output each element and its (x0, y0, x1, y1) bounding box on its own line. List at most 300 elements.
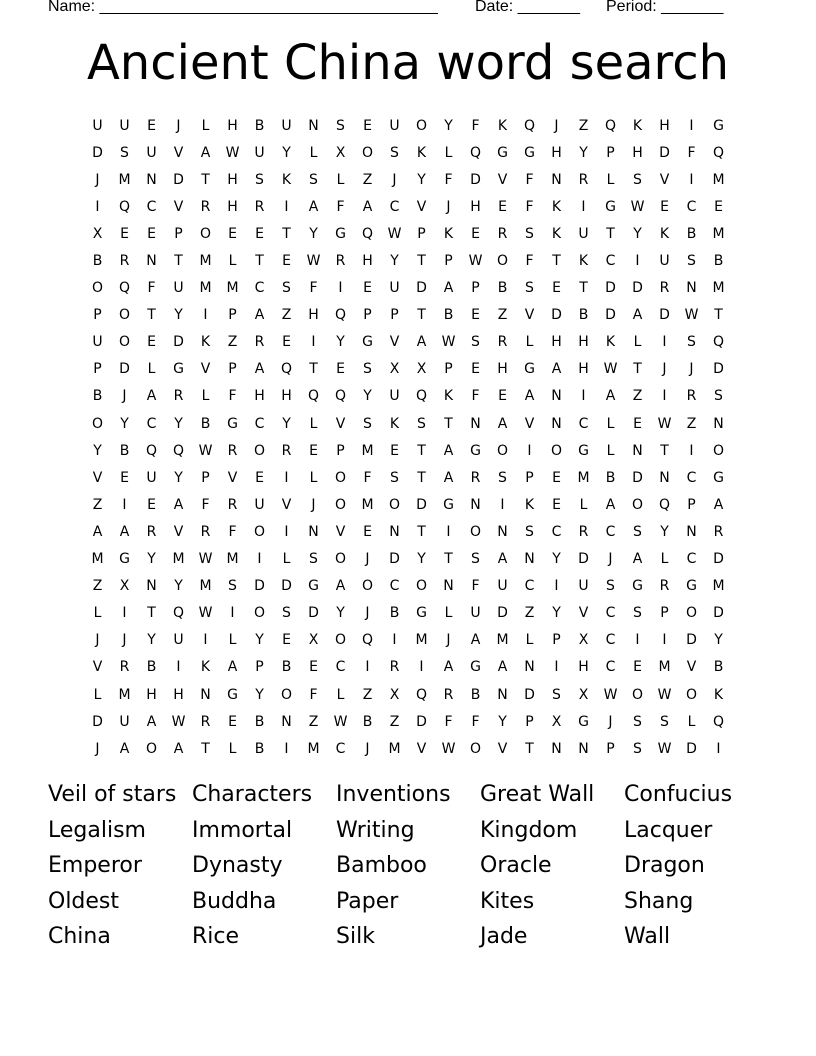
grid-letter: C (335, 740, 346, 757)
grid-letter: K (632, 117, 643, 134)
grid-letter: W (657, 740, 672, 757)
grid-letter: D (173, 334, 184, 351)
grid-letter: B (713, 253, 724, 270)
grid-letter: F (471, 388, 480, 405)
grid-letter: W (225, 144, 240, 161)
grid-row (84, 735, 732, 762)
grid-letter: I (311, 334, 316, 351)
grid-letter: Z (362, 171, 373, 188)
grid-letter: R (254, 198, 265, 215)
grid-letter: L (336, 171, 345, 188)
grid-letter: U (146, 144, 157, 161)
grid-letter: D (659, 307, 670, 324)
grid-letter: S (282, 605, 291, 622)
grid-letter: L (228, 632, 237, 649)
grid-letter: A (632, 551, 643, 568)
grid-letter: Z (92, 578, 103, 595)
grid-letter: M (91, 551, 104, 568)
grid-letter: B (200, 415, 211, 432)
grid-letter: G (362, 334, 373, 351)
grid-letter: R (497, 334, 508, 351)
grid-letter: Y (93, 442, 102, 459)
grid-letter: A (362, 198, 373, 215)
grid-letter: W (630, 198, 645, 215)
grid-letter: Y (255, 686, 264, 703)
grid-letter: V (524, 415, 535, 432)
grid-letter: U (389, 388, 400, 405)
grid-letter: R (659, 280, 670, 297)
grid-letter: S (687, 334, 696, 351)
grid-letter: O (550, 442, 563, 459)
grid-letter: K (443, 388, 454, 405)
grid-letter: D (632, 469, 643, 486)
grid-letter: J (554, 117, 559, 134)
grid-letter: B (443, 307, 454, 324)
grid-letter: L (93, 686, 102, 703)
grid-letter: O (415, 578, 428, 595)
grid-letter: S (282, 280, 291, 297)
grid-letter: J (95, 632, 100, 649)
grid-letter: Z (686, 415, 697, 432)
grid-letter: U (578, 578, 589, 595)
grid-letter: S (660, 713, 669, 730)
grid-letter: O (469, 740, 482, 757)
grid-letter: T (147, 307, 156, 324)
grid-letter: O (361, 578, 374, 595)
grid-letter: O (253, 605, 266, 622)
grid-letter: Z (362, 686, 373, 703)
grid-letter: O (685, 686, 698, 703)
grid-letter: T (417, 469, 426, 486)
grid-letter: J (365, 551, 370, 568)
grid-letter: S (633, 713, 642, 730)
grid-letter: D (713, 361, 724, 378)
grid-letter: U (92, 117, 103, 134)
grid-letter: Y (174, 307, 183, 324)
word-bank-item: Oldest (48, 888, 120, 914)
grid-letter: U (281, 117, 292, 134)
grid-letter: A (146, 388, 157, 405)
grid-letter: A (254, 361, 265, 378)
grid-letter: S (336, 117, 345, 134)
grid-letter: E (282, 632, 291, 649)
grid-letter: C (254, 415, 265, 432)
grid-letter: I (284, 523, 289, 540)
grid-letter: Z (497, 307, 508, 324)
grid-letter: Y (147, 551, 156, 568)
grid-letter: T (444, 551, 453, 568)
grid-letter: N (551, 171, 562, 188)
grid-letter: M (712, 225, 725, 242)
grid-letter: Y (282, 144, 291, 161)
word-bank-item: Dynasty (192, 853, 283, 879)
grid-letter: V (173, 523, 184, 540)
date-field-label: Date: _______ (475, 0, 580, 15)
grid-letter: N (308, 117, 319, 134)
grid-letter: Y (444, 117, 453, 134)
grid-letter: S (498, 469, 507, 486)
grid-row (84, 708, 732, 735)
grid-letter: B (470, 686, 481, 703)
grid-letter: B (119, 442, 130, 459)
grid-letter: U (389, 117, 400, 134)
grid-letter: Q (307, 388, 320, 405)
grid-letter: W (198, 605, 213, 622)
grid-letter: Y (174, 578, 183, 595)
grid-letter: U (254, 144, 265, 161)
grid-letter: B (713, 659, 724, 676)
grid-letter: R (686, 388, 697, 405)
grid-letter: D (632, 280, 643, 297)
grid-letter: I (203, 307, 208, 324)
grid-letter: V (686, 659, 697, 676)
grid-letter: Q (604, 117, 617, 134)
grid-letter: S (552, 686, 561, 703)
grid-letter: G (308, 578, 319, 595)
grid-letter: Y (498, 713, 507, 730)
grid-letter: P (525, 469, 534, 486)
grid-letter: K (497, 117, 508, 134)
grid-letter: H (227, 171, 238, 188)
period-field-label: Period: _______ (606, 0, 724, 15)
grid-row (84, 600, 732, 627)
grid-letter: G (578, 713, 589, 730)
grid-letter: B (578, 307, 589, 324)
grid-letter: N (497, 523, 508, 540)
grid-letter: U (578, 225, 589, 242)
grid-letter: E (471, 307, 480, 324)
grid-row (84, 437, 732, 464)
grid-letter: L (660, 551, 669, 568)
grid-letter: O (334, 551, 347, 568)
grid-letter: W (198, 442, 213, 459)
grid-letter: M (658, 659, 671, 676)
grid-letter: K (551, 225, 562, 242)
grid-letter: A (200, 144, 211, 161)
grid-letter: P (525, 713, 534, 730)
grid-letter: U (659, 253, 670, 270)
grid-letter: M (361, 496, 374, 513)
grid-letter: V (416, 740, 427, 757)
grid-letter: S (633, 171, 642, 188)
grid-letter: J (311, 496, 316, 513)
grid-letter: O (496, 253, 509, 270)
student-info-header (48, 0, 748, 20)
grid-letter: R (173, 388, 184, 405)
grid-letter: R (227, 496, 238, 513)
word-bank-item: Inventions (336, 782, 451, 807)
grid-letter: Q (361, 225, 374, 242)
grid-letter: K (200, 334, 211, 351)
grid-letter: U (497, 578, 508, 595)
grid-letter: S (228, 578, 237, 595)
grid-letter: U (173, 280, 184, 297)
grid-letter: O (253, 523, 266, 540)
grid-letter: G (119, 551, 130, 568)
grid-letter: X (578, 686, 589, 703)
grid-letter: L (201, 117, 210, 134)
grid-letter: L (633, 334, 642, 351)
grid-letter: E (228, 713, 237, 730)
grid-letter: C (686, 198, 697, 215)
grid-letter: I (662, 632, 667, 649)
grid-letter: A (92, 523, 103, 540)
grid-letter: E (255, 469, 264, 486)
grid-letter: N (659, 469, 670, 486)
grid-letter: O (469, 523, 482, 540)
grid-letter: E (147, 117, 156, 134)
grid-letter: M (712, 578, 725, 595)
grid-letter: D (713, 551, 724, 568)
grid-row (84, 193, 732, 220)
grid-letter: Y (390, 253, 399, 270)
grid-letter: K (659, 225, 670, 242)
grid-letter: R (146, 523, 157, 540)
grid-letter: A (416, 334, 427, 351)
grid-letter: Y (552, 605, 561, 622)
grid-letter: V (335, 415, 346, 432)
grid-letter: G (605, 198, 616, 215)
grid-letter: I (581, 198, 586, 215)
grid-letter: J (392, 171, 397, 188)
grid-letter: O (685, 605, 698, 622)
grid-letter: V (497, 740, 508, 757)
grid-letter: F (228, 388, 237, 405)
grid-letter: N (551, 415, 562, 432)
grid-letter: S (471, 551, 480, 568)
grid-letter: R (335, 253, 346, 270)
grid-letter: F (471, 713, 480, 730)
grid-letter: Q (415, 686, 428, 703)
grid-letter: D (713, 605, 724, 622)
grid-letter: P (174, 225, 183, 242)
grid-row (84, 112, 732, 139)
word-bank-item: Veil of stars (48, 782, 177, 807)
grid-letter: S (633, 605, 642, 622)
grid-letter: W (603, 361, 618, 378)
grid-letter: N (443, 578, 454, 595)
grid-letter: C (605, 605, 616, 622)
grid-letter: S (687, 253, 696, 270)
grid-letter: E (714, 198, 723, 215)
grid-letter: D (524, 686, 535, 703)
grid-letter: A (605, 496, 616, 513)
grid-letter: F (336, 198, 345, 215)
grid-letter: I (122, 605, 127, 622)
grid-letter: A (119, 523, 130, 540)
grid-letter: O (253, 442, 266, 459)
grid-letter: B (605, 469, 616, 486)
grid-letter: L (606, 171, 615, 188)
grid-letter: T (579, 280, 588, 297)
grid-letter: E (282, 334, 291, 351)
grid-letter: S (309, 171, 318, 188)
grid-letter: I (635, 632, 640, 649)
grid-letter: I (689, 117, 694, 134)
grid-letter: Y (714, 632, 723, 649)
grid-letter: Y (336, 334, 345, 351)
grid-letter: T (444, 415, 453, 432)
grid-letter: B (389, 605, 400, 622)
grid-letter: H (659, 117, 670, 134)
grid-letter: R (200, 523, 211, 540)
grid-row (84, 356, 732, 383)
grid-letter: W (657, 686, 672, 703)
grid-letter: O (118, 334, 131, 351)
grid-letter: D (578, 551, 589, 568)
grid-letter: Y (309, 225, 318, 242)
grid-letter: Q (712, 144, 725, 161)
grid-letter: V (92, 469, 103, 486)
grid-letter: I (338, 280, 343, 297)
grid-letter: M (712, 171, 725, 188)
grid-letter: A (497, 551, 508, 568)
grid-letter: J (122, 632, 127, 649)
grid-letter: N (470, 415, 481, 432)
grid-letter: O (91, 280, 104, 297)
grid-letter: C (389, 578, 400, 595)
grid-letter: F (525, 253, 534, 270)
grid-letter: F (228, 523, 237, 540)
grid-letter: N (632, 442, 643, 459)
grid-letter: Q (712, 334, 725, 351)
grid-letter: R (281, 442, 292, 459)
grid-letter: T (552, 253, 561, 270)
grid-letter: U (92, 334, 103, 351)
grid-letter: A (605, 388, 616, 405)
grid-letter: K (578, 253, 589, 270)
grid-letter: Q (118, 280, 131, 297)
grid-letter: D (605, 307, 616, 324)
grid-letter: M (118, 171, 131, 188)
word-bank-item: Great Wall (480, 782, 595, 807)
grid-letter: A (497, 659, 508, 676)
grid-letter: U (470, 605, 481, 622)
grid-letter: M (415, 632, 428, 649)
grid-letter: F (147, 280, 156, 297)
grid-letter: W (441, 740, 456, 757)
grid-letter: U (254, 496, 265, 513)
grid-letter: I (500, 496, 505, 513)
grid-letter: E (552, 280, 561, 297)
grid-letter: E (336, 361, 345, 378)
grid-letter: Q (361, 632, 374, 649)
grid-letter: T (201, 171, 210, 188)
grid-letter: L (444, 144, 453, 161)
grid-letter: A (173, 496, 184, 513)
grid-letter: A (146, 713, 157, 730)
word-bank-item: Bamboo (336, 853, 427, 879)
grid-letter: X (389, 361, 400, 378)
grid-letter: P (228, 307, 237, 324)
grid-letter: T (633, 361, 642, 378)
grid-letter: K (389, 415, 400, 432)
grid-letter: X (92, 225, 103, 242)
grid-letter: W (603, 686, 618, 703)
grid-letter: H (362, 253, 373, 270)
grid-letter: J (608, 551, 613, 568)
grid-letter: W (684, 307, 699, 324)
grid-letter: B (686, 225, 697, 242)
grid-letter: V (497, 171, 508, 188)
grid-letter: P (228, 361, 237, 378)
grid-row (84, 573, 732, 600)
grid-letter: O (334, 632, 347, 649)
grid-letter: S (120, 144, 129, 161)
grid-letter: E (309, 659, 318, 676)
grid-letter: D (173, 171, 184, 188)
grid-letter: A (524, 388, 535, 405)
grid-letter: F (525, 198, 534, 215)
grid-letter: P (606, 740, 615, 757)
grid-letter: H (227, 117, 238, 134)
grid-letter: G (524, 361, 535, 378)
grid-letter: L (309, 144, 318, 161)
grid-letter: V (389, 334, 400, 351)
grid-letter: D (416, 713, 427, 730)
grid-letter: S (525, 523, 534, 540)
grid-letter: L (336, 686, 345, 703)
grid-letter: D (92, 713, 103, 730)
grid-letter: K (524, 496, 535, 513)
grid-letter: E (498, 198, 507, 215)
grid-letter: Z (632, 388, 643, 405)
grid-letter: S (525, 280, 534, 297)
grid-letter: D (551, 307, 562, 324)
grid-letter: N (308, 523, 319, 540)
word-bank-item: Jade (480, 924, 528, 950)
word-bank-item: Paper (336, 888, 399, 914)
grid-letter: A (254, 307, 265, 324)
grid-letter: H (578, 334, 589, 351)
grid-row (84, 220, 732, 247)
grid-row (84, 464, 732, 491)
grid-letter: C (335, 659, 346, 676)
grid-letter: X (578, 632, 589, 649)
grid-letter: I (635, 253, 640, 270)
grid-letter: H (173, 686, 184, 703)
grid-letter: G (227, 415, 238, 432)
grid-letter: R (200, 713, 211, 730)
grid-letter: Z (281, 307, 292, 324)
word-bank-item: Rice (192, 924, 240, 950)
grid-letter: D (497, 605, 508, 622)
grid-letter: N (524, 659, 535, 676)
grid-letter: L (579, 496, 588, 513)
grid-letter: Q (280, 361, 293, 378)
grid-letter: Y (255, 632, 264, 649)
grid-letter: I (554, 578, 559, 595)
word-bank-item: Legalism (48, 817, 146, 843)
grid-letter: I (122, 496, 127, 513)
grid-letter: Y (174, 415, 183, 432)
grid-letter: G (713, 117, 724, 134)
grid-letter: B (254, 740, 265, 757)
grid-letter: M (226, 551, 239, 568)
grid-letter: P (417, 225, 426, 242)
grid-letter: G (632, 578, 643, 595)
grid-letter: E (552, 469, 561, 486)
grid-letter: K (200, 659, 211, 676)
grid-letter: E (255, 225, 264, 242)
grid-letter: N (281, 713, 292, 730)
grid-letter: R (200, 198, 211, 215)
grid-letter: E (363, 523, 372, 540)
grid-letter: S (417, 415, 426, 432)
grid-letter: Y (579, 144, 588, 161)
grid-letter: H (551, 144, 562, 161)
grid-letter: O (361, 144, 374, 161)
